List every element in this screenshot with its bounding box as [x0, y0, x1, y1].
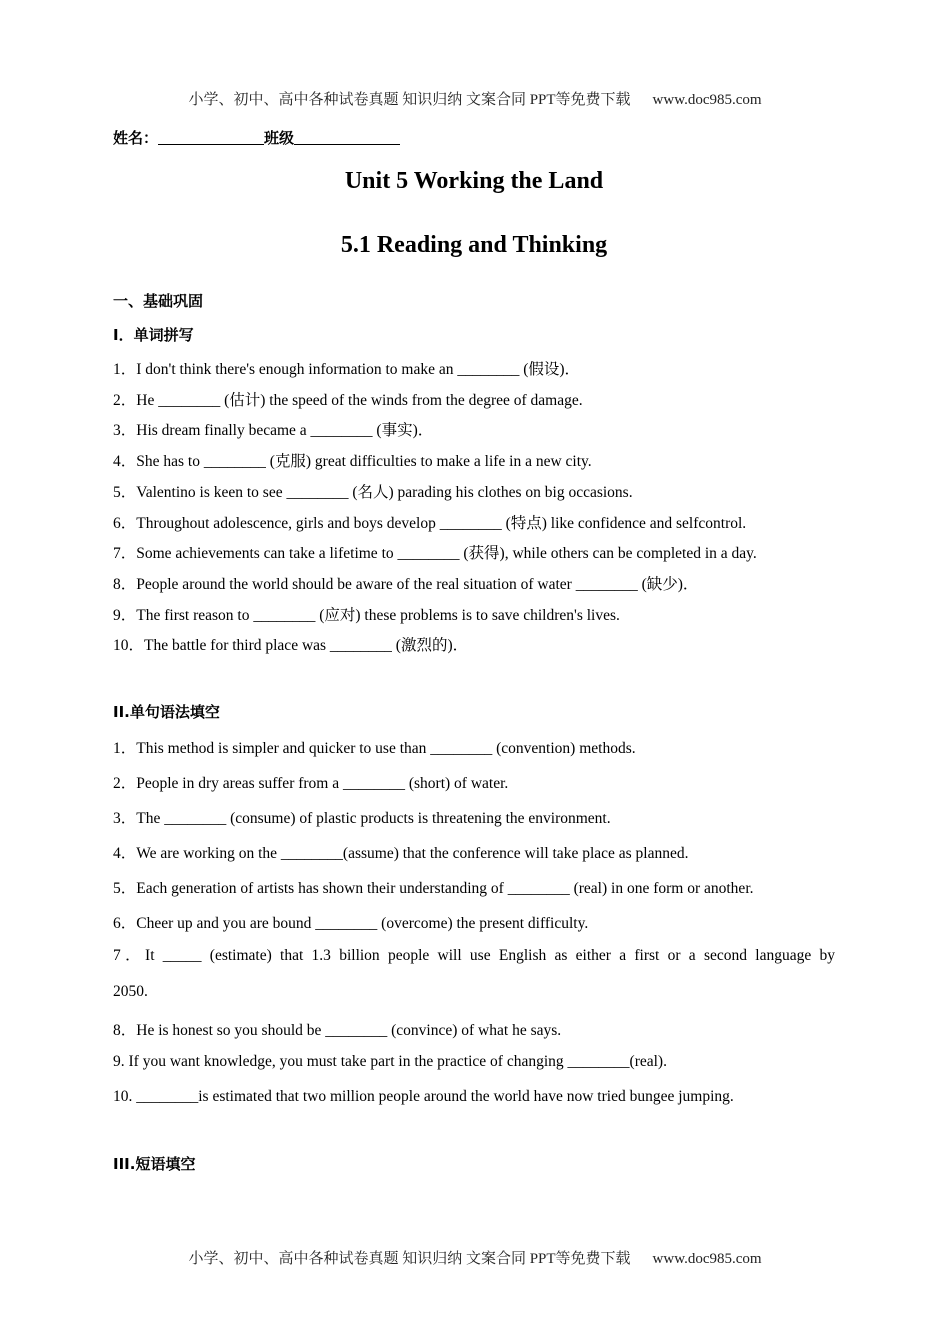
footer-site: www.doc985.com — [652, 1251, 762, 1267]
question-item: 6．Cheer up and you are bound ________ (overcome) the present difficulty. — [113, 915, 589, 932]
question-item: 9. If you want knowledge, you must take part in the practice of changing ________(real). — [113, 1053, 667, 1070]
question-item: 10. ________is estimated that two million people around the world have now tried bungee jumping. — [113, 1088, 734, 1105]
part3-heading: III.短语填空 — [113, 1155, 196, 1173]
question-item-continuation: 2050. — [113, 983, 148, 1000]
name-label: 姓名： — [113, 129, 159, 147]
question-item: 2．People in dry areas suffer from a ________ (short) of water. — [113, 775, 509, 792]
question-item: 2．He ________ (估计) the speed of the winds from the degree of damage. — [113, 392, 583, 409]
question-item: 7．Some achievements can take a lifetime to ________ (获得), while others can be completed in a day. — [113, 545, 757, 562]
question-item: 3．The ________ (consume) of plastic products is threatening the environment. — [113, 810, 611, 827]
page-footer — [0, 1247, 950, 1268]
question-item: 4．She has to ________ (克服) great difficulties to make a life in a new city. — [113, 453, 592, 470]
question-item: 1．I don't think there's enough information to make an ________ (假设)． — [113, 361, 581, 378]
question-item: 3．His dream finally became a ________ (事实)． — [113, 422, 434, 439]
question-item: 9．The first reason to ________ (应对) these problems is to save children's lives. — [113, 607, 620, 624]
part2-heading: II.单句语法填空 — [113, 703, 220, 721]
question-item: 8．He is honest so you should be ________ (convince) of what he says. — [113, 1022, 562, 1039]
name-blank — [158, 130, 264, 145]
section-heading: 一、基础巩固 — [113, 292, 204, 310]
footer-text: 小学、初中、高中各种试卷真题 知识归纳 文案合同 PPT等免费下载 — [188, 1251, 631, 1267]
page-header — [0, 88, 950, 109]
question-item: 5．Valentino is keen to see ________ (名人) parading his clothes on big occasions. — [113, 484, 633, 501]
class-blank — [294, 130, 400, 145]
class-label: 班级 — [264, 129, 295, 147]
question-item: 6．Throughout adolescence, girls and boys develop ________ (特点) like confidence and selfcontrol. — [113, 515, 747, 532]
lesson-title: 5.1 Reading and Thinking — [340, 232, 608, 258]
question-item: 1．This method is simpler and quicker to use than ________ (convention) methods. — [113, 740, 636, 757]
question-item: 4．We are working on the ________(assume) that the conference will take place as planned. — [113, 845, 689, 862]
question-item: 7．It _____ (estimate) that 1.3 billion people will use English as either a first or a second language by — [113, 947, 835, 964]
question-item: 5．Each generation of artists has shown their understanding of ________ (real) in one form or another. — [113, 880, 754, 897]
unit-title: Unit 5 Working the Land — [344, 168, 604, 194]
part1-heading: I．单词拼写 — [113, 326, 194, 344]
header-text: 小学、初中、高中各种试卷真题 知识归纳 文案合同 PPT等免费下载 — [188, 92, 631, 108]
question-item: 10．The battle for third place was ________ (激烈的)． — [113, 637, 469, 654]
header-site: www.doc985.com — [652, 92, 762, 108]
student-info-line — [113, 127, 400, 148]
question-item: 8．People around the world should be aware of the real situation of water ________ (缺少)． — [113, 576, 699, 593]
